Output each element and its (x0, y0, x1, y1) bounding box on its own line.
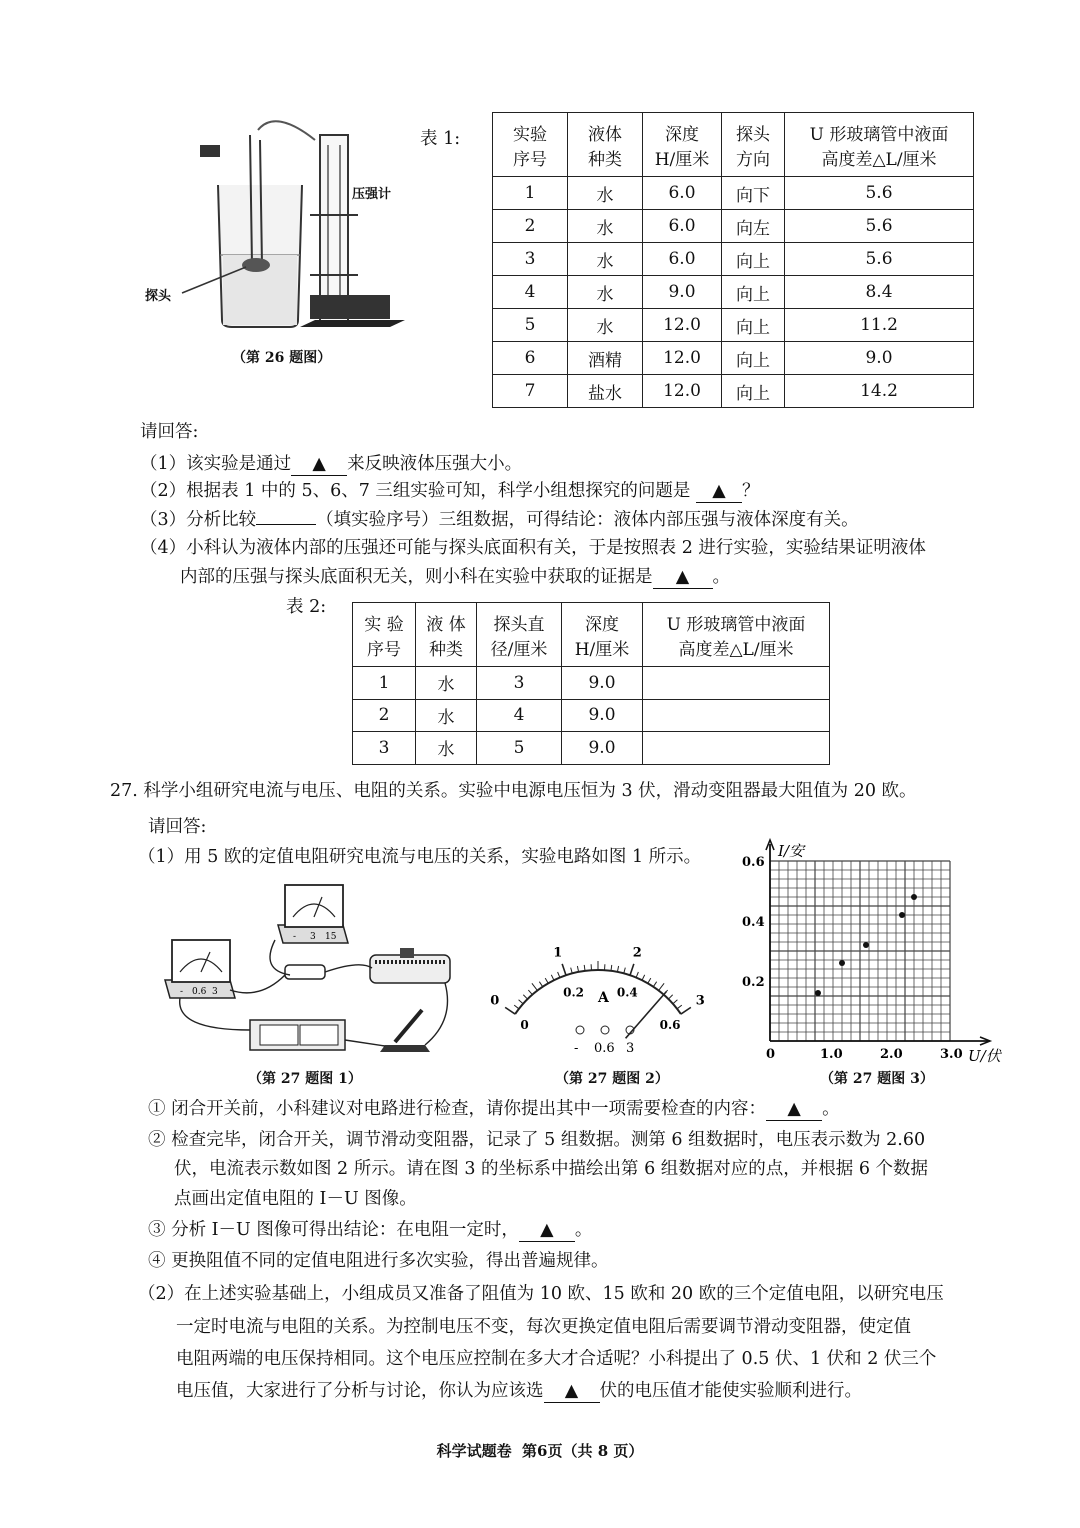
header-line: 高度差△L/厘米 (678, 639, 794, 660)
dial-tick (562, 964, 566, 975)
dial-tick (577, 966, 578, 972)
x-tick-label: 3.0 (940, 1047, 963, 1062)
table1-header-row (493, 113, 974, 177)
ammeter-terminal-0.6: 0.6 (192, 987, 207, 997)
page-footer: 科学试题卷 第6页（共 8 页） (436, 1442, 644, 1460)
dial-tick (677, 1005, 682, 1009)
table-cell: 5.6 (785, 177, 974, 210)
q27-step4: ④ 更换阻值不同的定值电阻进行多次实验，得出普遍规律。 (148, 1251, 609, 1271)
probe-label: 探头 (145, 289, 172, 304)
header-line: 序号 (367, 639, 401, 660)
x-tick-label: 2.0 (880, 1047, 903, 1062)
table-cell: 9.0 (562, 667, 643, 700)
text: 内部的压强与探头底面积无关，则小科在实验中获取的证据是 (180, 567, 653, 587)
table-cell: 4 (477, 699, 562, 732)
table-cell: 9.0 (562, 732, 643, 765)
table-cell: 4 (493, 276, 568, 309)
fig27-circuit (160, 880, 460, 1060)
header-line: H/厘米 (654, 149, 710, 170)
table1 (492, 112, 974, 408)
table-cell: 8.4 (785, 276, 974, 309)
fig26-apparatus (140, 115, 420, 355)
q27-prompt: 请回答: (148, 817, 207, 837)
table-cell: 水 (568, 177, 643, 210)
table-cell: 12.0 (643, 342, 722, 375)
table2-label: 表 2: (286, 597, 327, 617)
table-cell: 水 (568, 243, 643, 276)
header-line: U 形玻璃管中液面 (809, 124, 949, 145)
dial-lower-label: 0.4 (616, 985, 638, 1000)
y-tick-label: 0.2 (742, 975, 765, 990)
text: 。 (712, 567, 730, 587)
q27-part2-line1: （2）在上述实验基础上，小组成员又准备了阻值为 10 欧、15 欧和 20 欧的三个定值电阻，以研究电压 (138, 1284, 944, 1304)
table-cell: 5.6 (785, 243, 974, 276)
table1-header (493, 113, 568, 177)
table-cell: 水 (416, 699, 477, 732)
ammeter-terminal-neg: - (180, 987, 184, 997)
dial-tick (505, 1007, 515, 1014)
dial-terminal-0.6: 0.6 (594, 1041, 615, 1056)
dial-tick (539, 982, 542, 987)
table-cell: 3 (493, 243, 568, 276)
chart-ylabel: I/安 (778, 842, 804, 860)
text: （1）该实验是通过 (140, 454, 292, 474)
header-line: 实验 (513, 124, 547, 145)
dial-tick (545, 978, 548, 983)
table-cell: 向上 (722, 276, 785, 309)
answer-blank[interactable] (256, 524, 316, 525)
table-row (493, 276, 974, 309)
dial-tick (528, 990, 532, 995)
table-cell: 2 (353, 699, 416, 732)
table-cell: 6.0 (643, 210, 722, 243)
text: 伏的电压值才能使实验顺利进行。 (599, 1381, 862, 1401)
q26-prompt: 请回答: (140, 422, 199, 442)
data-point (911, 894, 917, 900)
dial-upper-label: 1 (553, 945, 563, 961)
header-line: 深度 (665, 124, 699, 145)
answer-blank[interactable]: ▲ (291, 453, 347, 476)
table-cell: 水 (416, 732, 477, 765)
table2-header (353, 603, 416, 667)
table-cell: 5.6 (785, 210, 974, 243)
table-cell: 盐水 (568, 375, 643, 408)
header-line: 序号 (513, 149, 547, 170)
answer-blank[interactable]: ▲ (544, 1380, 600, 1403)
table-cell: 1 (493, 177, 568, 210)
table2-header (416, 603, 477, 667)
dial-upper-label: 0 (490, 993, 500, 1009)
dial-labels (490, 946, 705, 1033)
fig27-1-caption: （第 27 题图 1） (248, 1071, 362, 1087)
dial-tick (558, 972, 560, 978)
table-cell: 6 (493, 342, 568, 375)
table-cell: 酒精 (568, 342, 643, 375)
header-line: 方向 (736, 149, 770, 170)
dial-tick (668, 995, 672, 999)
fig27-2-caption: （第 27 题图 2） (555, 1071, 669, 1087)
chart-xlabel: U/伏 (968, 1047, 1001, 1065)
header-line: H/厘米 (574, 639, 630, 660)
table-cell: 向上 (722, 375, 785, 408)
table-row (353, 699, 830, 732)
dial-upper-label: 3 (695, 993, 705, 1009)
fig27-iu-chart (730, 836, 1040, 1071)
text: （填实验序号）三组数据，可得结论：液体内部压强与液体深度有关。 (316, 510, 859, 530)
dial-tick (636, 972, 638, 978)
dial-tick (532, 983, 537, 990)
text: ？ (742, 481, 760, 501)
header-line: U 形玻璃管中液面 (666, 614, 806, 635)
table-cell: 水 (568, 276, 643, 309)
table-cell: 3 (353, 732, 416, 765)
chart-points (815, 894, 917, 996)
dial-tick (514, 1005, 519, 1009)
header-line: 探头直 (493, 614, 545, 635)
text: 来反映液体压强大小。 (347, 454, 523, 474)
table-cell (643, 699, 830, 732)
dial-terminal-neg: - (574, 1041, 579, 1056)
q27-part1: （1）用 5 欧的定值电阻研究电流与电压的关系，实验电路如图 1 所示。 (138, 847, 702, 867)
dial-ticks (505, 961, 691, 1014)
table-row (353, 732, 830, 765)
header-line: 深度 (585, 614, 619, 635)
table-cell: 6.0 (643, 243, 722, 276)
table1-header (643, 113, 722, 177)
answer-blank[interactable]: ▲ (653, 566, 713, 589)
table-cell (643, 732, 830, 765)
table-cell: 6.0 (643, 177, 722, 210)
dial-tick (551, 975, 554, 980)
text: 。 (822, 1099, 840, 1119)
table-row (353, 667, 830, 700)
dial-tick (673, 1000, 677, 1004)
ammeter-terminal-3: 3 (212, 987, 218, 997)
fig27-3-caption: （第 27 题图 3） (820, 1071, 934, 1087)
table-cell: 2 (493, 210, 568, 243)
q26-part4-line2 (180, 566, 730, 589)
q27-intro: 27. 科学小组研究电流与电压、电阻的关系。实验中电源电压恒为 3 伏，滑动变阻器最大阻值为 20 欧。 (110, 781, 917, 801)
table-cell: 向上 (722, 309, 785, 342)
q27-step2-line3: 点画出定值电阻的 I－U 图像。 (174, 1189, 417, 1209)
header-line: 种类 (429, 639, 463, 660)
y-tick-label: 0.6 (742, 855, 765, 870)
table-cell: 9.0 (643, 276, 722, 309)
text: 。 (574, 1220, 593, 1240)
table-cell: 9.0 (785, 342, 974, 375)
data-point (815, 990, 821, 996)
table-cell: 水 (416, 667, 477, 700)
dial-tick (523, 995, 527, 999)
q27-part2-line3: 电阻两端的电压保持相同。这个电压应控制在多大才合适呢？小科提出了 0.5 伏、1 伏和 2 伏三个 (176, 1349, 937, 1369)
data-point (899, 912, 905, 918)
dial-tick (659, 983, 664, 990)
dial-terminal (576, 1026, 584, 1034)
voltmeter-terminal-15: 15 (325, 932, 337, 942)
q27-step2-line2: 伏，电流表示数如图 2 所示。请在图 3 的坐标系中描绘出第 6 组数据对应的点，并根据 6 个数据 (174, 1159, 929, 1179)
table2-header (477, 603, 562, 667)
table-cell: 5 (493, 309, 568, 342)
table1-header (785, 113, 974, 177)
table-cell: 5 (477, 732, 562, 765)
header-line: 液 体 (426, 614, 466, 635)
table-row (493, 375, 974, 408)
table-cell: 14.2 (785, 375, 974, 408)
dial-terminal (601, 1026, 609, 1034)
voltmeter-terminal-neg: - (293, 932, 297, 942)
text: （3）分析比较 (140, 510, 257, 530)
text: 电压值，大家进行了分析与讨论，你认为应该选 (176, 1381, 544, 1401)
table-cell: 11.2 (785, 309, 974, 342)
dial-tick (519, 1000, 523, 1004)
q26-part2 (140, 480, 760, 503)
table-row (493, 177, 974, 210)
q27-step3 (148, 1219, 592, 1242)
voltmeter-terminal-3: 3 (310, 932, 316, 942)
header-line: 高度差△L/厘米 (821, 149, 937, 170)
header-line: 实 验 (364, 614, 404, 635)
q27-part2-line4 (176, 1380, 862, 1403)
answer-blank[interactable]: ▲ (519, 1219, 575, 1242)
data-point (863, 942, 869, 948)
header-line: 径/厘米 (490, 639, 548, 660)
table-row (493, 309, 974, 342)
dial-tick (630, 964, 634, 975)
dial-terminal-3: 3 (626, 1041, 635, 1056)
dial-tick (653, 982, 656, 987)
dial-lower-label: 0.6 (659, 1018, 681, 1033)
answer-blank[interactable]: ▲ (696, 480, 742, 503)
table-cell: 3 (477, 667, 562, 700)
text: ③ 分析 I－U 图像可得出结论：在电阻一定时， (148, 1220, 519, 1240)
chart-grid (770, 861, 950, 1041)
q26-part4-line1: （4）小科认为液体内部的压强还可能与探头底面积有关，于是按照表 2 进行实验，实验结果证明液体 (140, 538, 926, 558)
dial-lower-label: 0.2 (563, 985, 585, 1000)
table-cell: 水 (568, 210, 643, 243)
table2-header (643, 603, 830, 667)
fig26-caption: （第 26 题图） (232, 350, 332, 366)
fig27-ammeter-dial (490, 920, 720, 1060)
dial-tick (642, 975, 645, 980)
table2-header-row (353, 603, 830, 667)
table-row (493, 243, 974, 276)
table-cell (643, 667, 830, 700)
answer-blank[interactable]: ▲ (766, 1098, 822, 1121)
table-cell: 7 (493, 375, 568, 408)
data-point (839, 960, 845, 966)
table-row (493, 342, 974, 375)
text: （2）根据表 1 中的 5、6、7 三组实验可知，科学小组想探究的问题是 (140, 481, 691, 501)
table-cell: 向左 (722, 210, 785, 243)
table-cell: 向下 (722, 177, 785, 210)
table-cell: 1 (353, 667, 416, 700)
table1-header (568, 113, 643, 177)
table-cell: 向上 (722, 342, 785, 375)
x-tick-label: 0 (766, 1047, 776, 1062)
table-cell: 12.0 (643, 375, 722, 408)
table2-header (562, 603, 643, 667)
y-tick-label: 0.4 (742, 915, 765, 930)
q27-step1 (148, 1098, 840, 1121)
table-cell: 水 (568, 309, 643, 342)
table1-label: 表 1: (420, 129, 461, 149)
text: ① 闭合开关前，小科建议对电路进行检查，请你提出其中一项需要检查的内容： (148, 1099, 767, 1119)
table-cell: 12.0 (643, 309, 722, 342)
pressure-gauge-label: 压强计 (352, 187, 392, 202)
q27-step2-line1: ② 检查完毕，闭合开关，调节滑动变阻器，记录了 5 组数据。测第 6 组数据时，电压表示数为 2.60 (148, 1130, 926, 1150)
header-line: 探头 (736, 124, 770, 145)
table1-header (722, 113, 785, 177)
dial-lower-label: 0 (520, 1018, 529, 1033)
chart-tick-labels (742, 855, 963, 1062)
header-line: 液体 (588, 124, 622, 145)
q26-part3 (140, 509, 859, 531)
table-cell: 9.0 (562, 699, 643, 732)
q27-part2-line2: 一定时电流与电阻的关系。为控制电压不变，每次更换定值电阻后需要调节滑动变阻器，使定值 (176, 1317, 911, 1337)
dial-tick (617, 966, 618, 972)
dial-upper-label: 2 (632, 945, 642, 961)
dial-unit: A (598, 990, 609, 1006)
dial-tick (648, 978, 651, 983)
header-line: 种类 (588, 149, 622, 170)
table-row (493, 210, 974, 243)
x-tick-label: 1.0 (820, 1047, 843, 1062)
table2 (352, 602, 830, 765)
q26-part1 (140, 453, 522, 476)
table-cell: 向上 (722, 243, 785, 276)
dial-tick (681, 1007, 691, 1014)
